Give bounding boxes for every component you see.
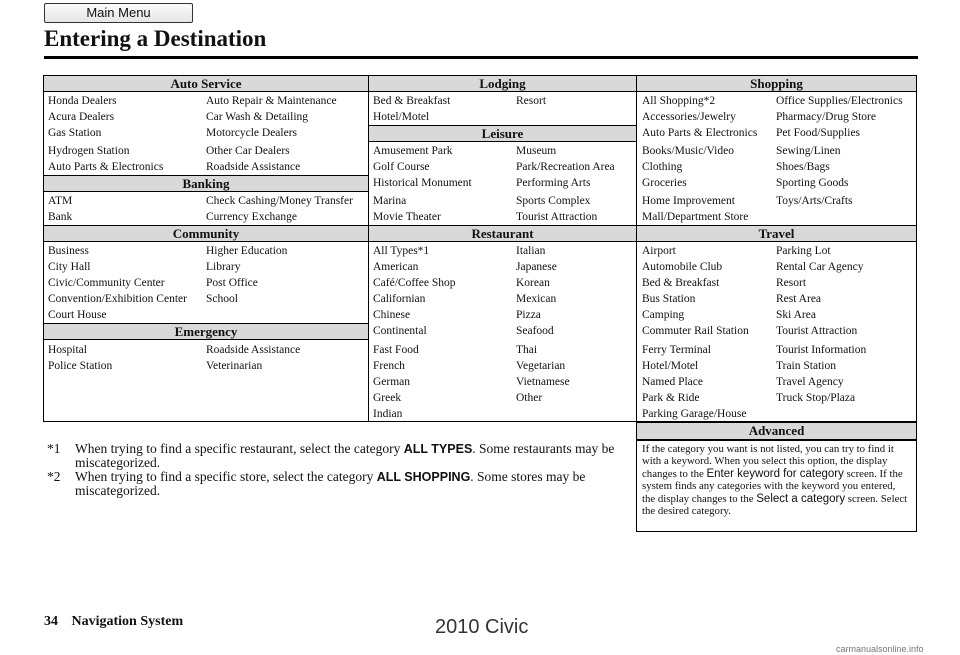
- category-item: School: [206, 293, 238, 305]
- category-item: City Hall: [48, 261, 91, 273]
- category-item: Californian: [373, 293, 426, 305]
- category-item: Pizza: [516, 309, 541, 321]
- footnote-2: [47, 470, 632, 498]
- page-footer: [44, 614, 183, 630]
- category-item: Home Improvement: [642, 195, 735, 207]
- section-header-lodging: Lodging: [369, 75, 636, 92]
- category-item: Books/Music/Video: [642, 145, 734, 157]
- category-item: Resort: [516, 95, 547, 107]
- category-item: Office Supplies/Electronics: [776, 95, 903, 107]
- category-item: Commuter Rail Station: [642, 325, 749, 337]
- section-header-leisure: Leisure: [369, 125, 636, 142]
- section-header-emergency: Emergency: [44, 323, 368, 340]
- category-item: Vegetarian: [516, 360, 566, 372]
- category-item: Chinese: [373, 309, 411, 321]
- footnote-1-keyword: ALL TYPES: [403, 442, 473, 456]
- category-item: Accessories/Jewelry: [642, 111, 736, 123]
- category-item: All Shopping*2: [642, 95, 716, 107]
- footnote-1-text: When trying to find a specific restaurant, select the category: [75, 441, 404, 456]
- category-item: Thai: [516, 344, 538, 356]
- category-item: Ferry Terminal: [642, 344, 711, 356]
- category-item: Performing Arts: [516, 177, 591, 189]
- category-item: Acura Dealers: [48, 111, 115, 123]
- category-item: Veterinarian: [206, 360, 263, 372]
- category-item: Pet Food/Supplies: [776, 127, 861, 139]
- category-item: Sporting Goods: [776, 177, 849, 189]
- category-item: Mall/Department Store: [642, 211, 749, 223]
- category-item: Library: [206, 261, 241, 273]
- advanced-box: [636, 440, 917, 532]
- category-item: Honda Dealers: [48, 95, 117, 107]
- section-header-restaurant: Restaurant: [369, 225, 636, 242]
- footnote-1-mark: *1: [47, 441, 61, 456]
- advanced-text-1: If the category you want is not listed, you can try to find it with a keyword. When you select this option, the display changes to the: [642, 443, 894, 480]
- column-divider: [636, 75, 637, 422]
- category-item: Other: [516, 392, 543, 404]
- category-item: Hydrogen Station: [48, 145, 130, 157]
- category-item: Mexican: [516, 293, 557, 305]
- category-item: Italian: [516, 245, 546, 257]
- category-item: Court House: [48, 309, 107, 321]
- section-header-auto-service: Auto Service: [44, 75, 368, 92]
- category-item: Bus Station: [642, 293, 696, 305]
- category-item: Truck Stop/Plaza: [776, 392, 856, 404]
- category-item: Bank: [48, 211, 73, 223]
- category-item: Higher Education: [206, 245, 288, 257]
- category-item: Tourist Information: [776, 344, 867, 356]
- category-item: Roadside Assistance: [206, 344, 301, 356]
- category-item: Car Wash & Detailing: [206, 111, 309, 123]
- category-item: Hotel/Motel: [373, 111, 430, 123]
- category-item: Motorcycle Dealers: [206, 127, 298, 139]
- category-item: All Types*1: [373, 245, 430, 257]
- category-item: Auto Parts & Electronics: [642, 127, 758, 139]
- category-item: Police Station: [48, 360, 113, 372]
- advanced-select-screen: Select a category: [756, 492, 846, 505]
- category-item: Bed & Breakfast: [642, 277, 720, 289]
- category-item: Auto Repair & Maintenance: [206, 95, 337, 107]
- category-item: Seafood: [516, 325, 554, 337]
- category-item: Indian: [373, 408, 403, 420]
- category-item: Groceries: [642, 177, 687, 189]
- watermark-site: carmanualsonline.info: [836, 644, 924, 654]
- category-item: Greek: [373, 392, 402, 404]
- category-item: Resort: [776, 277, 807, 289]
- category-item: Civic/Community Center: [48, 277, 165, 289]
- category-item: Sports Complex: [516, 195, 591, 207]
- category-item: Marina: [373, 195, 407, 207]
- category-item: Museum: [516, 145, 557, 157]
- footnote-2-mark: *2: [47, 469, 61, 484]
- category-item: Gas Station: [48, 127, 102, 139]
- main-menu-button[interactable]: Main Menu: [44, 3, 193, 23]
- advanced-text-3: screen. Select the desired category.: [642, 492, 908, 518]
- category-item: Clothing: [642, 161, 683, 173]
- footnote-1-text-end: . Some restaurants may be miscategorized.: [75, 441, 615, 470]
- category-item: Auto Parts & Electronics: [48, 161, 164, 173]
- category-item: Named Place: [642, 376, 703, 388]
- category-item: Japanese: [516, 261, 557, 273]
- category-item: Airport: [642, 245, 676, 257]
- category-item: Roadside Assistance: [206, 161, 301, 173]
- watermark-model: 2010 Civic: [435, 616, 529, 638]
- category-item: Sewing/Linen: [776, 145, 841, 157]
- footer-section: Navigation System: [71, 614, 184, 629]
- category-item: Tourist Attraction: [776, 325, 858, 337]
- footnote-2-keyword: ALL SHOPPING: [376, 470, 471, 484]
- category-item: Parking Garage/House: [642, 408, 747, 420]
- category-item: Bed & Breakfast: [373, 95, 451, 107]
- section-header-banking: Banking: [44, 175, 368, 192]
- category-item: ATM: [48, 195, 73, 207]
- section-header-community: Community: [44, 225, 368, 242]
- advanced-text-2: screen. If the system finds any categories with the keyword you entered, the display changes to the: [642, 467, 903, 505]
- category-item: Historical Monument: [373, 177, 472, 189]
- section-header-travel: Travel: [637, 225, 916, 242]
- advanced-text: [637, 441, 916, 519]
- category-item: Automobile Club: [642, 261, 723, 273]
- category-item: German: [373, 376, 411, 388]
- category-item: Convention/Exhibition Center: [48, 293, 187, 305]
- category-item: Rental Car Agency: [776, 261, 864, 273]
- category-item: Check Cashing/Money Transfer: [206, 195, 353, 207]
- section-header-advanced: Advanced: [636, 422, 917, 440]
- section-header-shopping: Shopping: [637, 75, 916, 92]
- category-item: Pharmacy/Drug Store: [776, 111, 876, 123]
- category-item: Park/Recreation Area: [516, 161, 615, 173]
- category-item: Hospital: [48, 344, 87, 356]
- category-item: Business: [48, 245, 89, 257]
- category-item: Movie Theater: [373, 211, 441, 223]
- category-item: Toys/Arts/Crafts: [776, 195, 853, 207]
- category-item: Other Car Dealers: [206, 145, 290, 157]
- page-number: 34: [44, 614, 58, 629]
- category-item: Train Station: [776, 360, 836, 372]
- category-item: Park & Ride: [642, 392, 700, 404]
- advanced-keyword-screen: Enter keyword for category: [706, 467, 844, 480]
- category-item: Tourist Attraction: [516, 211, 598, 223]
- footnote-1: [47, 442, 632, 470]
- title-rule: [44, 56, 918, 59]
- category-item: Fast Food: [373, 344, 419, 356]
- category-item: Parking Lot: [776, 245, 831, 257]
- category-item: Travel Agency: [776, 376, 844, 388]
- category-item: Rest Area: [776, 293, 822, 305]
- category-item: Amusement Park: [373, 145, 453, 157]
- footnote-2-text: When trying to find a specific store, select the category: [75, 469, 377, 484]
- category-item: Camping: [642, 309, 685, 321]
- page-title: Entering a Destination: [44, 26, 267, 51]
- footnote-2-text-end: . Some stores may be miscategorized.: [75, 469, 586, 498]
- category-item: Ski Area: [776, 309, 816, 321]
- category-item: Korean: [516, 277, 550, 289]
- category-item: Vietnamese: [516, 376, 570, 388]
- category-item: French: [373, 360, 405, 372]
- category-item: Continental: [373, 325, 427, 337]
- category-item: Hotel/Motel: [642, 360, 699, 372]
- category-item: Currency Exchange: [206, 211, 298, 223]
- category-item: American: [373, 261, 419, 273]
- category-item: Café/Coffee Shop: [373, 277, 456, 289]
- category-item: Post Office: [206, 277, 258, 289]
- category-item: Golf Course: [373, 161, 430, 173]
- category-item: Shoes/Bags: [776, 161, 830, 173]
